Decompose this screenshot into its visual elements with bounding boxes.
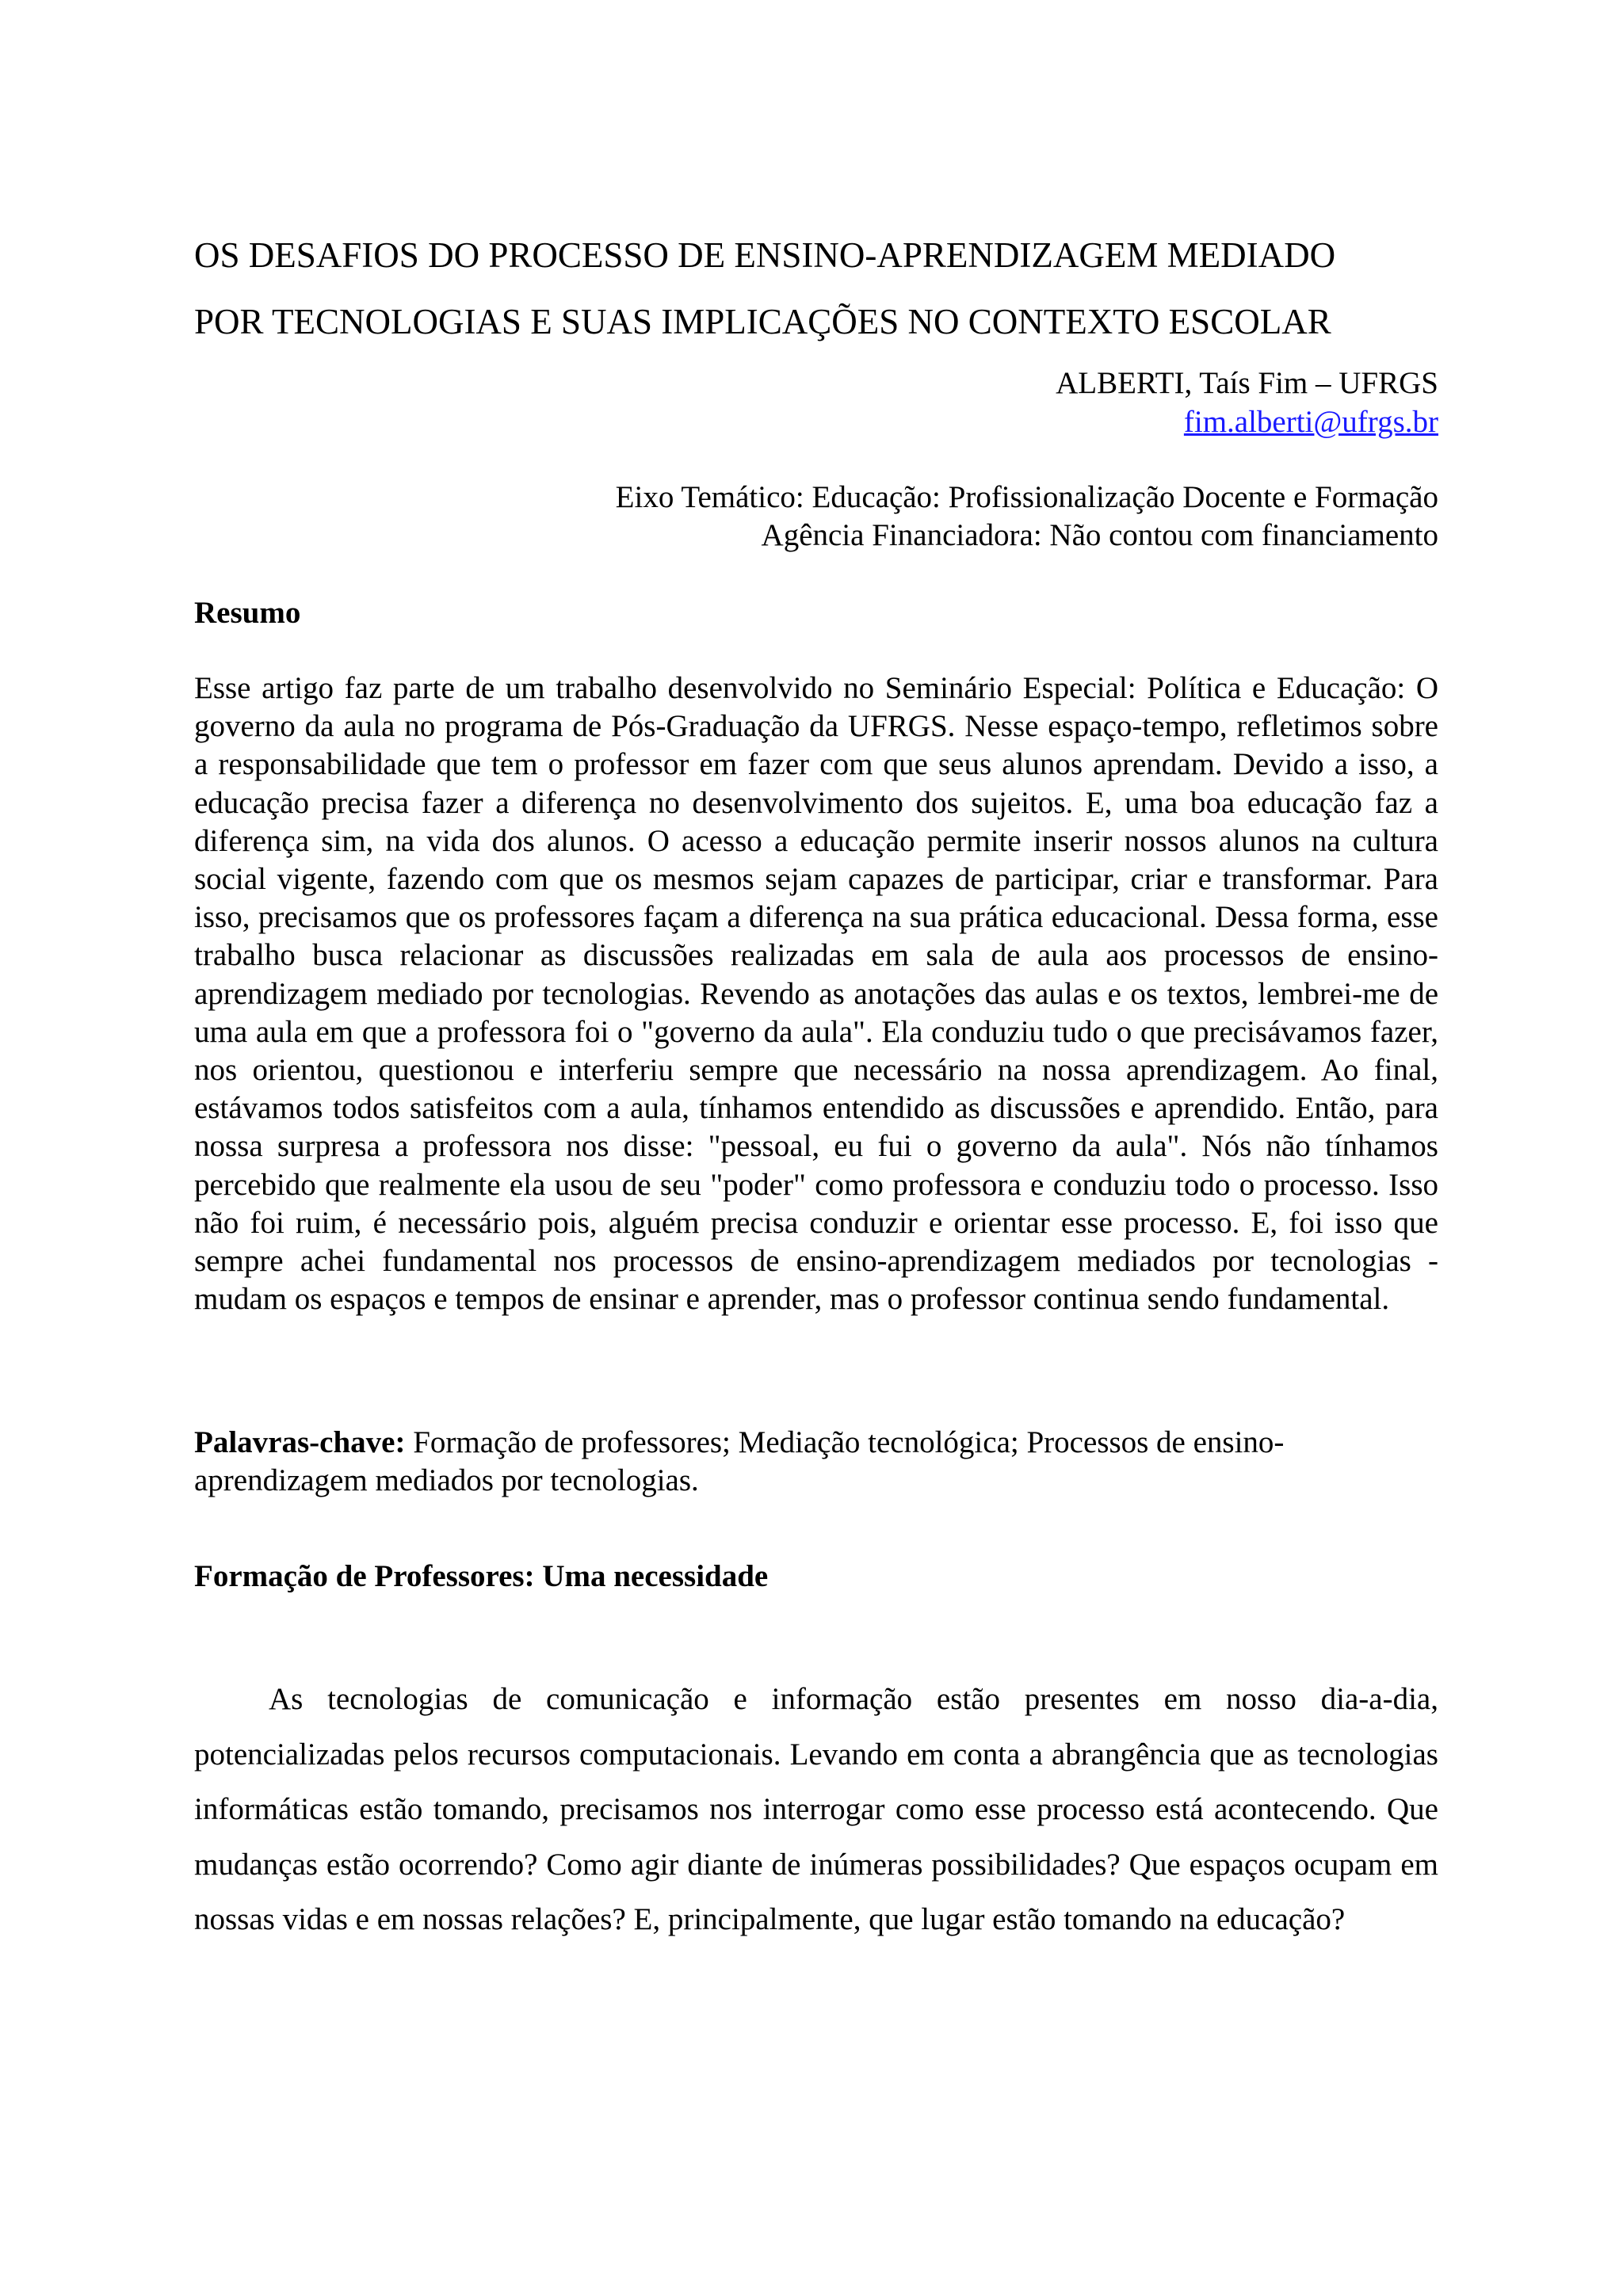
paper-title-line-1: OS DESAFIOS DO PROCESSO DE ENSINO-APRENDIZAGEM MEDIADO bbox=[194, 235, 1336, 275]
abstract-heading: Resumo bbox=[194, 596, 301, 630]
thematic-axis: Eixo Temático: Educação: Profissionalização Docente e Formação bbox=[615, 480, 1438, 514]
keywords bbox=[194, 1424, 1438, 1500]
body-paragraph: As tecnologias de comunicação e informação estão presentes em nosso dia-a-dia, potencializadas pelos recursos computacionais. Levando em conta a abrangência que as tecnologias informáticas estão tomando, precisamos nos interrogar como esse processo está acontecendo. Que mudanças estão ocorrendo? Como agir diante de inúmeras possibilidades? Que espaços ocupam em nossas vidas e em nossas relações? E, principalmente, que lugar estão tomando na educação? bbox=[194, 1682, 1438, 1936]
keywords-text: Formação de professores; Mediação tecnológica; Processos de ensino-aprendizagem mediados por tecnologias. bbox=[194, 1425, 1285, 1497]
author-email-link[interactable]: fim.alberti@ufrgs.br bbox=[1183, 405, 1438, 439]
author-name: ALBERTI, Taís Fim – UFRGS bbox=[1056, 366, 1438, 400]
keywords-label: Palavras-chave: bbox=[194, 1425, 406, 1459]
funding-agency: Agência Financiadora: Não contou com financiamento bbox=[761, 518, 1438, 552]
paper-title-line-2: POR TECNOLOGIAS E SUAS IMPLICAÇÕES NO CONTEXTO ESCOLAR bbox=[194, 302, 1331, 341]
section-heading: Formação de Professores: Uma necessidade bbox=[194, 1559, 769, 1593]
abstract-text: Esse artigo faz parte de um trabalho desenvolvido no Seminário Especial: Política e Educação: O governo da aula no programa de Pós-Graduação da UFRGS. Nesse espaço-tempo, refletimos sobre a responsabilidade que tem o professor em fazer com que seus alunos aprendam. Devido a isso, a educação precisa fazer a diferença no desenvolvimento dos sujeitos. E, uma boa educação faz a diferença sim, na vida dos alunos. O acesso a educação permite inserir nossos alunos na cultura social vigente, fazendo com que os mesmos sejam capazes de participar, criar e transformar. Para isso, precisamos que os professores façam a diferença na sua prática educacional. Dessa forma, esse trabalho busca relacionar as discussões realizadas em sala de aula aos processos de ensino-aprendizagem mediado por tecnologias. Revendo as anotações das aulas e os textos, lembrei-me de uma aula em que a professora foi o "governo da aula". Ela conduziu tudo o que precisávamos fazer, nos orientou, questionou e interferiu sempre que necessário na nossa aprendizagem. Ao final, estávamos todos satisfeitos com a aula, tínhamos entendido as discussões e aprendido. Então, para nossa surpresa a professora nos disse: "pessoal, eu fui o governo da aula". Nós não tínhamos percebido que realmente ela usou de seu "poder" como professora e conduziu todo o processo. Isso não foi ruim, é necessário pois, alguém precisa conduzir e orientar esse processo. E, foi isso que sempre achei fundamental nos processos de ensino-aprendizagem mediados por tecnologias - mudam os espaços e tempos de ensinar e aprender, mas o professor continua sendo fundamental. bbox=[194, 671, 1438, 1317]
